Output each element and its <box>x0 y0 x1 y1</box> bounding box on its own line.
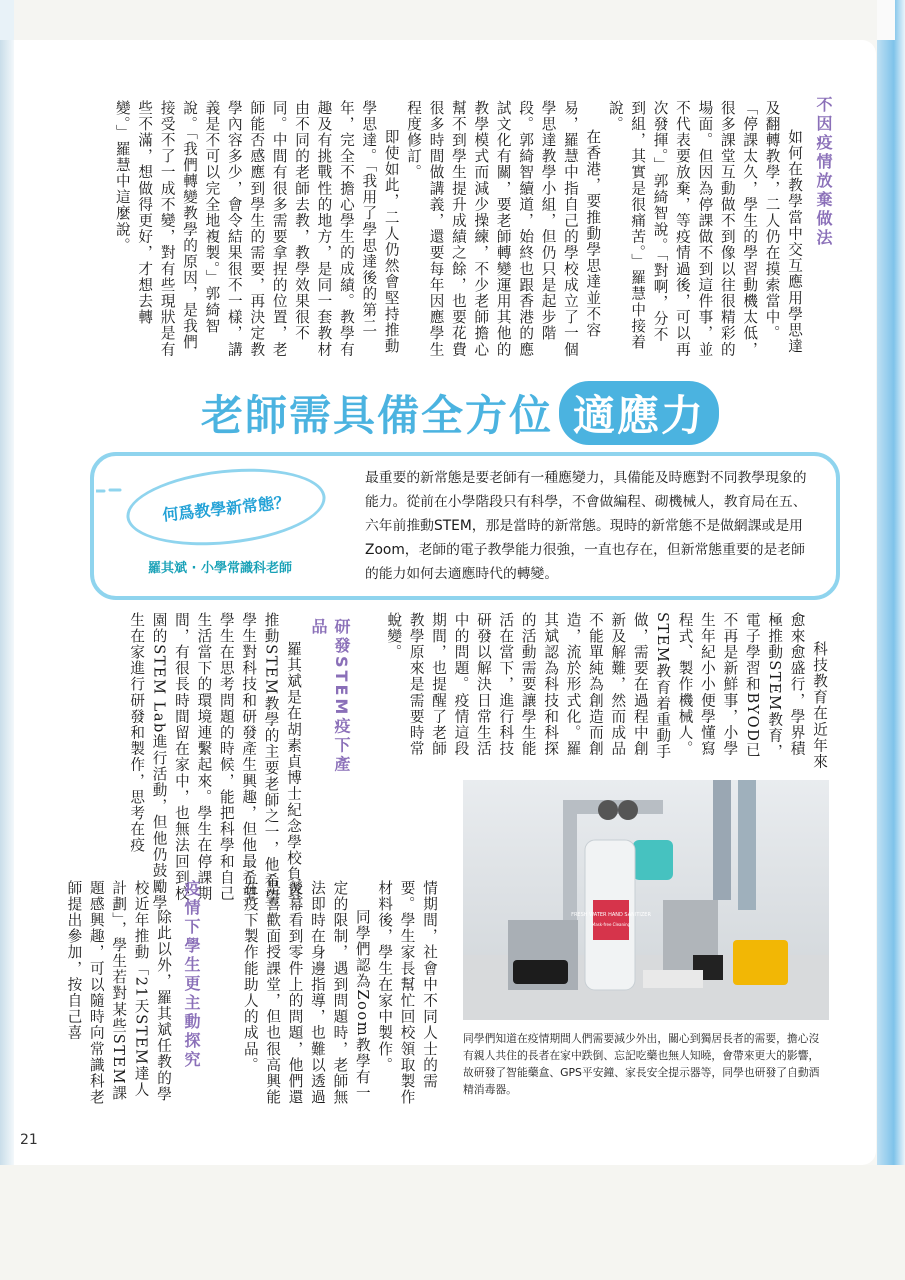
section-heading-2: 研發STEM疫下產品 <box>309 618 351 775</box>
question-text: 何爲教學新常態？ <box>161 491 291 525</box>
section1-text-left <box>68 100 388 358</box>
section2-text-right <box>370 612 830 772</box>
section-heading-1: 不因疫情放棄做法 <box>814 96 833 248</box>
scan-margin-top <box>0 0 905 40</box>
section3-text <box>205 880 440 1110</box>
callout-intro: 最重要的新常態是要老師有一種應變力，具備能及時應對不同教學現象的能力。從前在小學階段只有科學，不會做編程、砌機械人，教育局在五、六年前推動STEM，那是當時的新常態。現時的新常態不是做網課或是用Zoom，老師的電子教學能力很強，一直也存在，但新常態重要的是老師的能力如何去適應時代的轉變。 <box>365 470 807 582</box>
next-page-edge <box>877 0 905 1280</box>
article-title <box>150 378 770 448</box>
title-part1: 老師需具備全方位 <box>200 391 553 440</box>
bottle-label: FRESH WATER HAND SANITIZER <box>571 912 651 918</box>
paragraph: 如何在教學當中交互應用學思達及翻轉教學，二人仍在摸索當中。「停課太久，學生的學習動機太低，很多課堂互動做不到像以往很精彩的場面。但因為停課做不到這件事，並不代表要放棄，等疫情過後，可以再次發揮。」郭綺智說。「對啊，分不到組，其實是很痛苦。」羅慧中接着說。 <box>606 100 803 358</box>
teacher-name: 羅其斌 · 小學常識科老師 <box>148 561 292 576</box>
page-number: 21 <box>20 1132 38 1148</box>
paragraph: 情期間，社會中不同人士的需要。學生家長幫忙回校領取製作材料後，學生在家中製作。 <box>376 880 438 1106</box>
paragraph: 羅其斌是在胡素貞博士紀念學校負責推動STEM教學的主要老師之一，他希望學生對科技和研發產生興趣，但他最希望學生在思考問題的時候，能把科學和自己生活當下的環境連繫起來。學生在停課期間，有很長時間留在家中，也無法回到校園的STEM Lab進行活動，但他仍鼓勵學生在家進行研發和製作，思考在疫 <box>128 612 302 912</box>
stem-projects-photo <box>463 780 829 1020</box>
paragraph: 除此以外，羅其斌任教的學校近年推動「21天STEM達人計劃」，學生若對某些STEM課題感興趣，可以隨時向常識科老師提出參加，按自己喜 <box>65 880 172 1106</box>
photo-illustration <box>463 780 829 1020</box>
section2-text-left <box>68 612 304 912</box>
paragraph: 在香港，要推動學思達並不容易，羅慧中指自己的學校成立了一個學思達教學小組，但仍只是起步階段。郭綺智續道，始終也跟香港的應試文化有關，要老師轉變運用其他的教學模式而減少操練，不少老師擔心幫不到學生提升成績之餘，也要花費很多時間做講義，還要每年因應學生程度修訂。 <box>405 100 602 358</box>
bottle-sublabel: Mask-free Cleaning <box>591 922 631 927</box>
section-heading-3: 疫情下學生更主動探究 <box>182 880 201 1070</box>
paragraph: 同學們認為Zoom教學有一定的限制，遇到問題時，老師無法即時在身邊指導，也難以透過熒幕看到零件上的問題，他們還是喜歡面授課堂，但也很高興能在疫下製作能助人的成品。 <box>241 880 371 1106</box>
paragraph: 科技教育在近年來愈來愈盛行，學界積極推動STEM教育，電子學習和BYOD已不再是新鮮事，小學生年紀小小便學懂寫程式、製作機械人。STEM教育着重動手做，需要在過程中創新及解難，然而成品不能單純為創造而創造，流於形式化。羅其斌認為科技和科探的活動需要讓學生能活在當下，進行科技研發以解決日常生活中的問題。疫情這段期間，也提醒了老師教學原來是需要時常蛻變。 <box>385 612 828 770</box>
page-fold <box>877 0 895 40</box>
section3-text-2 <box>65 880 174 1110</box>
paragraph: 即使如此，二人仍然會堅持推動學思達。「我用了學思達後的第二年，完全不擔心學生的成績。教學有趣及有挑戰性的地方，是同一套教材由不同的老師去教，教學效果很不同。中間有很多需要拿捏的位置，老師能否感應到學生的需要，再決定教學內容多少，會令結果很不一樣，講義是不可以完全地複製。」郭綺智說。「我們轉變教學的原因，是我們接受不了一成不變，對有些現狀是有些不滿，想做得更好，才想去轉變。」羅慧中這麼說。 <box>113 100 400 358</box>
photo-caption: 同學們知道在疫情期間人們需要減少外出，關心到獨居長者的需要，擔心沒有親人共住的長者在家中跌倒、忘記吃藥也無人知曉，會帶來更大的影響，故研發了智能藥盒、GPS平安鐘、家長安全提示器等，同學也研發了自動酒精消毒器。 <box>463 1032 820 1096</box>
section1-text <box>113 100 805 358</box>
binding-shadow <box>0 40 14 1165</box>
scan-margin-bottom <box>0 1165 905 1280</box>
title-part2: 適應力 <box>559 381 719 445</box>
decorative-dashes <box>96 485 146 495</box>
